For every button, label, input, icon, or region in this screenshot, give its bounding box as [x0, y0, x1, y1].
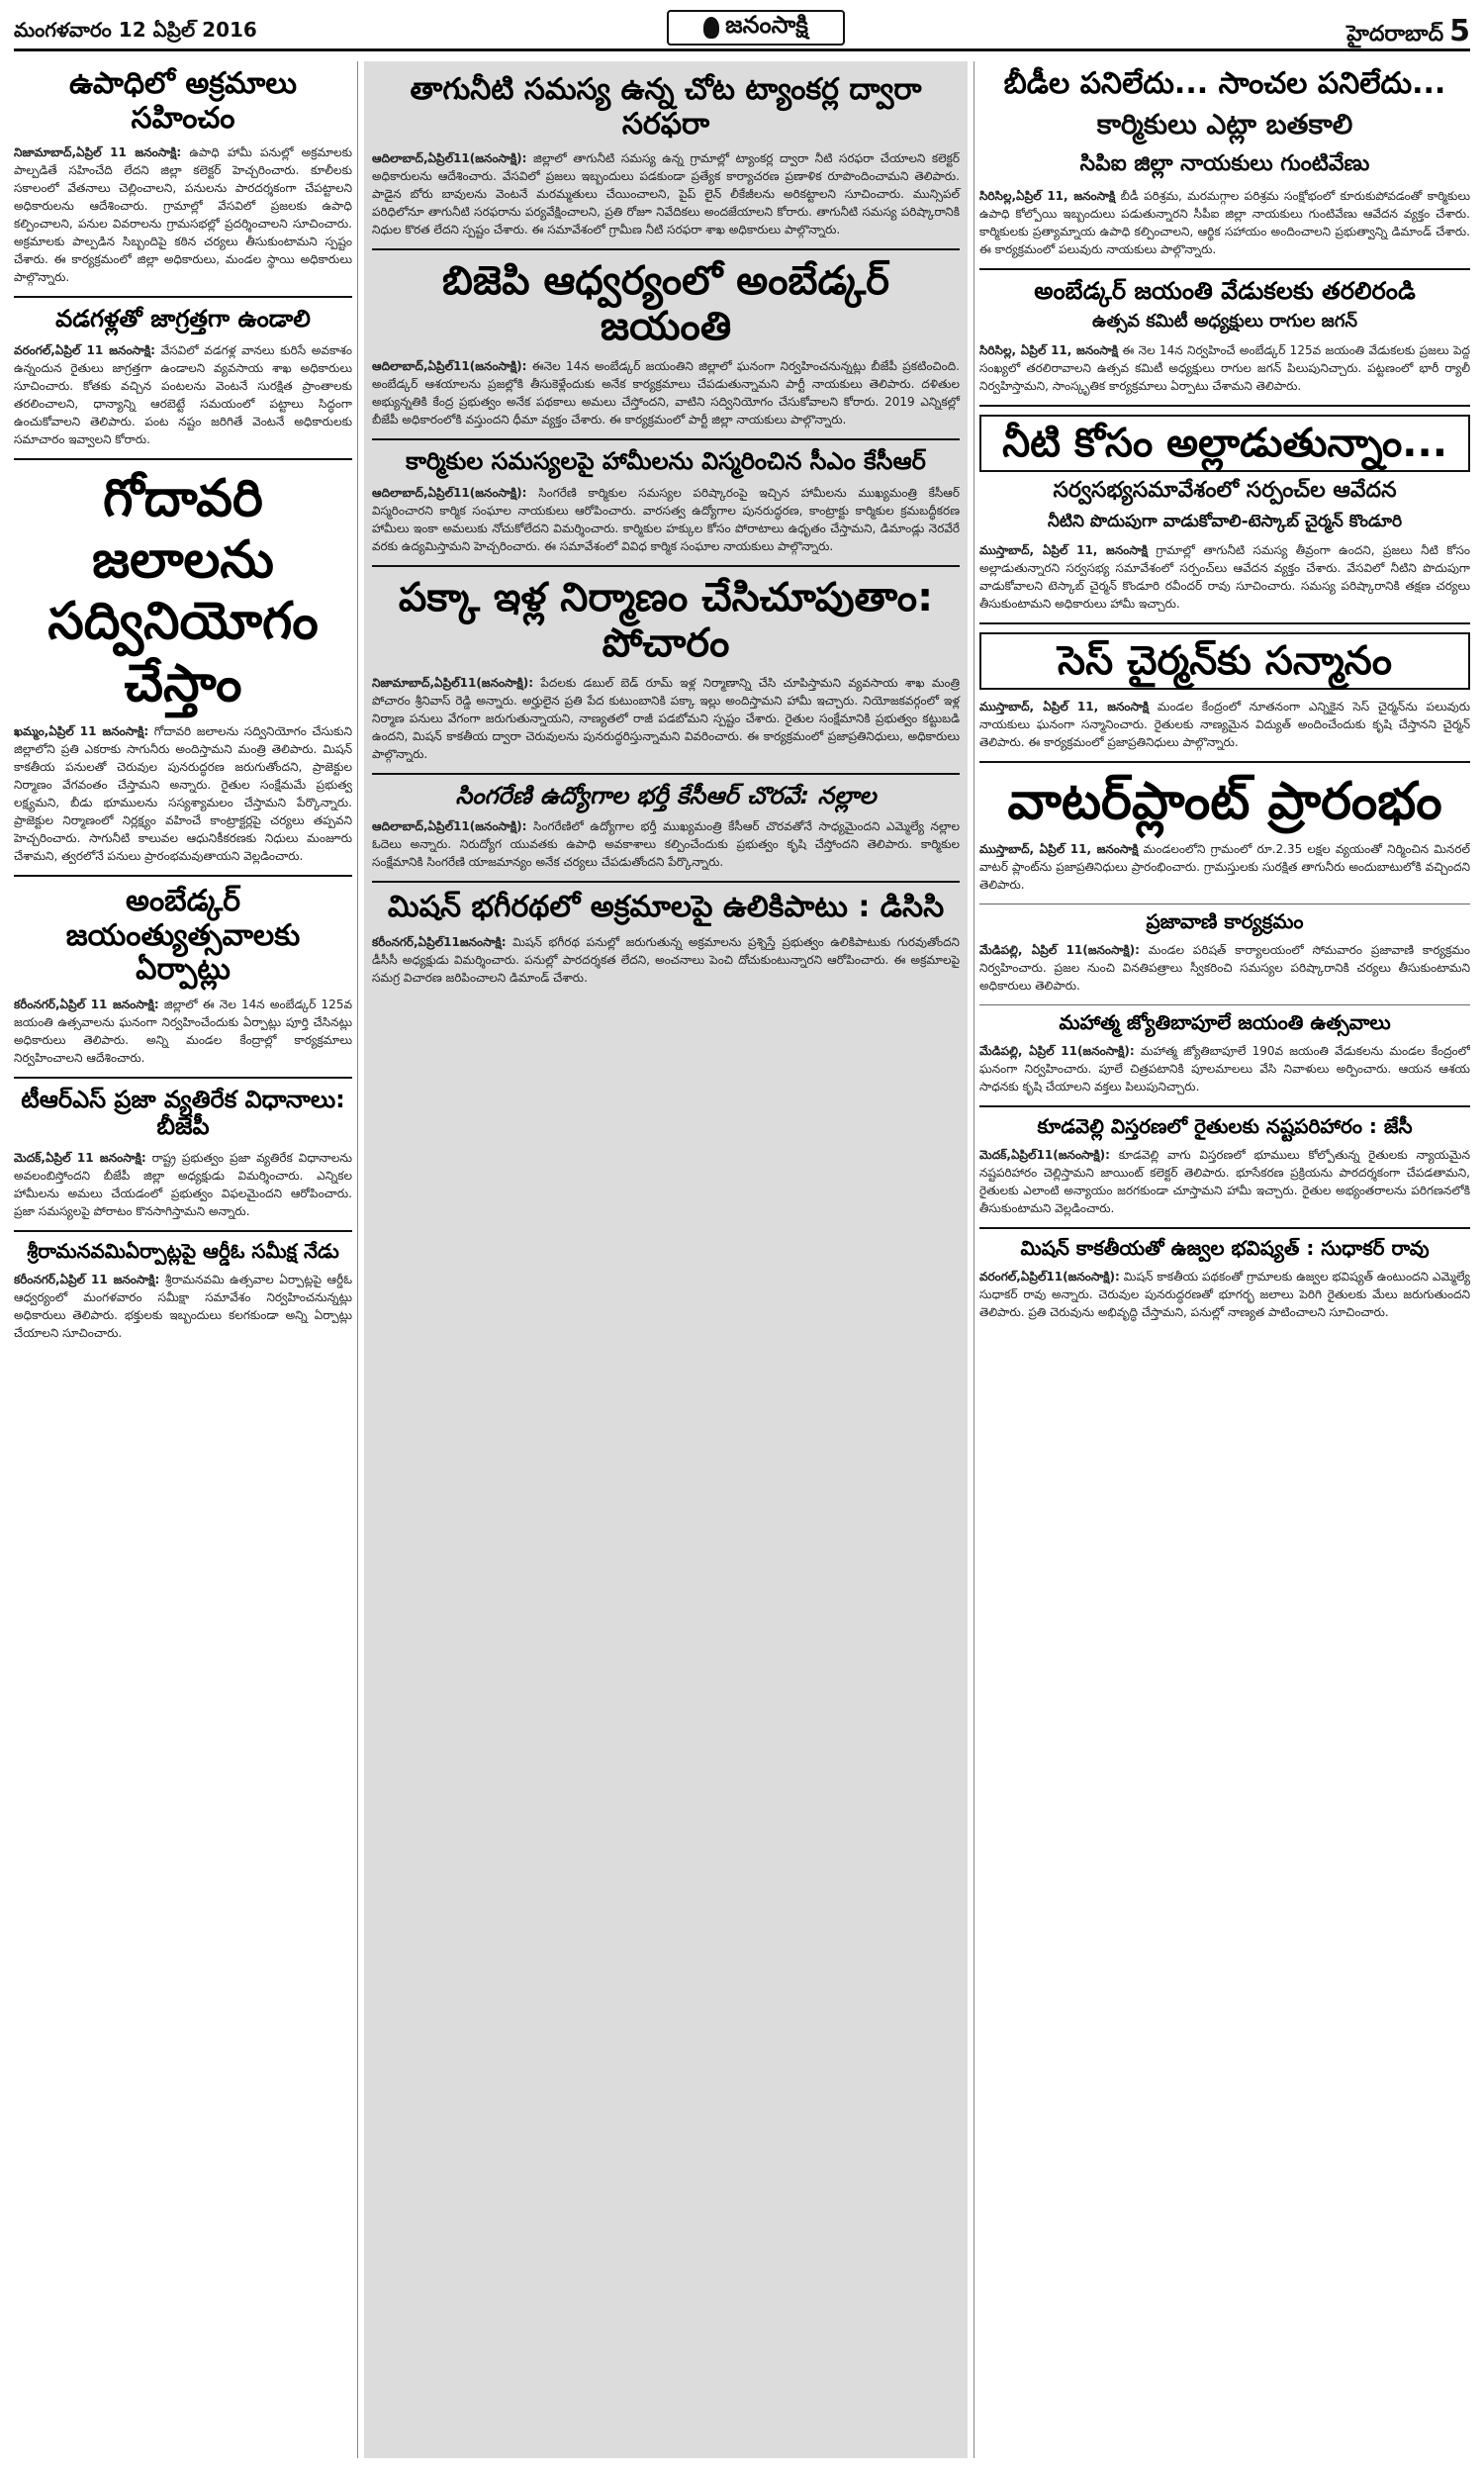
subheadline: నీటిని పొదుపుగా వాడుకోవాలి-టెస్కాబ్ చైర్మన్ కొండూరి: [1047, 512, 1403, 532]
article-singareni: [372, 783, 960, 872]
article-beedi-workers: [979, 67, 1470, 258]
dateline: ముస్తాబాద్, ఏప్రిల్ 11, జనంసాక్షి: [979, 842, 1139, 857]
headline: శ్రీరామనవమిఏర్పాట్లపై ఆర్డీఓ సమీక్ష నేడు: [27, 1238, 339, 1263]
divider: [979, 268, 1470, 270]
headline: పక్కా ఇళ్ల నిర్మాణం చేసిచూపుతాం: పోచారం: [398, 574, 934, 666]
dateline: ఆదిలాబాద్,ఏప్రిల్11(జనంసాక్షి):: [372, 485, 527, 500]
dateline: మేడిపల్లి, ఏప్రిల్ 11(జనంసాక్షి):: [979, 943, 1140, 958]
dateline: ఖమ్మం,ఏప్రిల్ 11 జనంసాక్షి:: [14, 724, 149, 739]
divider: [14, 1077, 352, 1079]
dateline: నిజామాబాద్,ఏప్రిల్11(జనంసాక్షి):: [372, 675, 534, 690]
divider: [979, 1227, 1470, 1229]
headline: టీఆర్ఎస్ ప్రజా వ్యతిరేక విధానాలు: బీజేపీ: [21, 1085, 345, 1141]
dateline: ముస్తాబాద్, ఏప్రిల్ 11, జనంసాక్షి: [979, 543, 1148, 558]
article-godavari: [14, 468, 352, 866]
article-body: సింగరేణి కార్మికుల సమస్యల పరిష్కారంపై ఇచ్చిన హామీలను ముఖ్యమంత్రి కేసీఆర్ విస్మరించారని కార్మిక సంఘాల నాయకులు ఆరోపించారు. వారసత్వ ఉద్యోగాల పునరుద్ధరణ, కాంట్రాక్టు కార్మికుల క్రమబద్ధీకరణ హామీలు ఇంకా అమలుకు నోచుకోలేదని విమర్శించారు. కార్మికుల హక్కుల కోసం పోరాటాలు ఉధృతం చేస్తామని, డిమాండ్లు నెరవేరే వరకు ఉద్యమిస్తామని హెచ్చరించారు. ఈ సమావేశంలో వివిధ కార్మిక సంఘాల నాయకులు పాల్గొన్నారు.: [372, 485, 960, 553]
headline: ఉపాధిలో అక్రమాలు సహించం: [68, 66, 298, 136]
headline: సెస్ చైర్మన్‌కు సన్మానం: [979, 632, 1470, 690]
article-vadagallu: [14, 306, 352, 448]
article-bjp: [14, 1087, 352, 1220]
headline: గోదావరి జలాలను సద్వినియోగం చేస్తాం: [47, 468, 319, 714]
article-mission-bhagiratha: [372, 891, 960, 987]
city-name: హైదరాబాద్: [1346, 22, 1444, 47]
article-water-struggle: [979, 415, 1470, 613]
article-body: వేసవిలో వడగళ్ల వానలు కురిసే అవకాశం ఉన్నందున రైతులు జాగ్రత్తగా ఉండాలని వ్యవసాయ శాఖ అధికారులు సూచించారు. కోతకు వచ్చిన పంటలను వెంటనే సురక్షిత ప్రాంతాలకు తరలించాలని, ధాన్యాన్ని ఆరబెట్టే సమయంలో పట్టాలు సిద్ధంగా ఉంచుకోవాలని తెలిపారు. పంట నష్టం జరిగితే వెంటనే అధికారులకు సమాచారం ఇవ్వాలని కోరారు.: [14, 342, 352, 446]
headline: అంబేడ్కర్ జయంతి వేడుకలకు తరలిరండి: [1034, 276, 1416, 305]
headline: మహాత్మ జ్యోతిబాపూలే జయంతి ఉత్సవాలు: [1059, 1010, 1391, 1035]
paper-logo: [667, 10, 845, 46]
article-drinking-water: [372, 73, 960, 238]
dateline: కరీంనగర్,ఏప్రిల్11జనంసాక్షి:: [372, 934, 507, 949]
article-body: గ్రామాల్లో తాగునీటి సమస్య తీవ్రంగా ఉందని, ప్రజలు నీటి కోసం అల్లాడుతున్నారని సర్వసభ్య సమావేశంలో సర్పంచ్‌లు ఆవేదన వ్యక్తం చేశారు. వేసవిలో నీటిని పొదుపుగా వాడుకోవాలని టెస్కాబ్ చైర్మన్ కొండూరి రవీందర్ రావు సూచించారు. సమస్య పరిష్కారానికి తక్షణ చర్యలు తీసుకుంటామని అధికారులు హామీ ఇచ్చారు.: [979, 543, 1470, 612]
dateline: సిరిసిల్ల, ఏప్రిల్ 11, జనంసాక్షి: [979, 343, 1118, 358]
headline: నీటి కోసం అల్లాడుతున్నాం...: [979, 415, 1470, 472]
headline: అంబేడ్కర్ జయంత్యుత్సవాలకు ఏర్పాట్లు: [65, 884, 301, 988]
article-phule-jayanti: [979, 1011, 1470, 1095]
article-prajavani: [979, 910, 1470, 995]
dateline: మెదక్,ఏప్రిల్11(జనంసాక్షి):: [979, 1148, 1110, 1163]
divider: [14, 296, 352, 298]
article-body: ఈనెల 14న అంబేడ్కర్ జయంతిని జిల్లాలో ఘనంగా నిర్వహించనున్నట్లు బీజేపీ ప్రకటించింది. అంబేడ్కర్ ఆశయాలను ప్రజల్లోకి తీసుకెళ్లేందుకు అనేక కార్యక్రమాలు చేపడుతున్నామని పార్టీ నాయకులు తెలిపారు. దళితుల అభ్యున్నతికి కేంద్ర ప్రభుత్వం అనేక పథకాలు అమలు చేస్తోందని, వాటిని సద్వినియోగం చేసుకోవాలని కోరారు. 2019 ఎన్నికల్లో బీజేపీ అధికారంలోకి వస్తుందని ధీమా వ్యక్తం చేశారు. ఈ కార్యక్రమంలో పార్టీ జిల్లా నాయకులు పాల్గొన్నారు.: [372, 359, 960, 427]
dateline: మేడిపల్లి, ఏప్రిల్ 11(జనంసాక్షి):: [979, 1044, 1135, 1059]
article-body: పేదలకు డబుల్ బెడ్ రూమ్ ఇళ్ల నిర్మాణాన్ని చేసి చూపిస్తామని వ్యవసాయ శాఖ మంత్రి పోచారం శ్రీనివాస్ రెడ్డి అన్నారు. అర్హులైన ప్రతి పేద కుటుంబానికి పక్కా ఇల్లు అందిస్తామని హామీ ఇచ్చారు. నియోజకవర్గంలో ఇళ్ల నిర్మాణ పనులు వేగంగా జరుగుతున్నాయని, నాణ్యతలో రాజీ పడబోమని స్పష్టం చేశారు. రైతుల సంక్షేమానికి ప్రభుత్వం కట్టుబడి ఉందని, మిషన్ కాకతీయ ద్వారా చెరువులను పునరుద్ధరిస్తున్నామని వివరించారు. ఈ కార్యక్రమంలో ప్రజాప్రతినిధులు, అధికారులు పాల్గొన్నారు.: [372, 675, 960, 761]
dateline: సిరిసిల్ల,ఏప్రిల్ 11, జనంసాక్షి: [979, 188, 1116, 203]
headline: కూడవెల్లి విస్తరణలో రైతులకు నష్టపరిహారం : జేసీ: [1037, 1114, 1413, 1139]
column-divider: [357, 61, 358, 2458]
article-body: రాష్ట్ర ప్రభుత్వం ప్రజా వ్యతిరేక విధానాలను అవలంబిస్తోందని బీజేపీ జిల్లా అధ్యక్షుడు విమర్శించారు. ఎన్నికల హామీలను అమలు చేయడంలో ప్రభుత్వం విఫలమైందని ఆరోపించారు. ప్రజా సమస్యలపై పోరాటం కొనసాగిస్తామని అన్నారు.: [14, 1150, 352, 1218]
right-column: [979, 61, 1470, 2458]
article-pakka-houses: [372, 575, 960, 763]
headline: మిషన్ కాకతీయతో ఉజ్వల భవిష్యత్ : సుధాకర్ రావు: [1020, 1236, 1430, 1261]
article-body: ఈ నెల 14న నిర్వహించే అంబేడ్కర్ 125వ జయంతి వేడుకలకు ప్రజలు పెద్ద సంఖ్యలో తరలిరావాలని ఉత్సవ కమిటీ అధ్యక్షులు రాగుల జగన్ పిలుపునిచ్చారు. పట్టణంలో భారీ ర్యాలీ నిర్వహిస్తామని, సాంస్కృతిక కార్యక్రమాలు ఏర్పాటు చేశామని తెలిపారు.: [979, 343, 1470, 394]
dateline: కరీంనగర్,ఏప్రిల్ 11 జనంసాక్షి:: [14, 997, 159, 1011]
divider: [979, 405, 1470, 407]
masthead: [14, 8, 1470, 51]
dateline: ఆదిలాబాద్,ఏప్రిల్11(జనంసాక్షి):: [372, 151, 527, 165]
dateline: కరీంనగర్,ఏప్రిల్ 11 జనంసాక్షి:: [14, 1272, 160, 1286]
divider: [14, 1230, 352, 1232]
article-workers-kcr: [372, 448, 960, 555]
divider: [14, 875, 352, 877]
edition-city: [1346, 14, 1470, 51]
article-kudavelli: [979, 1115, 1470, 1217]
article-body: గోదావరి జలాలను సద్వినియోగం చేసుకుని జిల్లాలోని ప్రతి ఎకరాకు సాగునీరు అందిస్తామని మంత్రి తెలిపారు. మిషన్ కాకతీయ పనులతో చెరువుల పునరుద్ధరణ జరుగుతోందని, ప్రాజెక్టుల నిర్మాణం వేగవంతం చేస్తామని అన్నారు. రైతుల సంక్షేమమే ప్రభుత్వ లక్ష్యమని, బీడు భూములను సస్యశ్యామలం చేస్తామని పేర్కొన్నారు. ప్రాజెక్టుల నిర్మాణంలో నిర్లక్ష్యం వహించే కాంట్రాక్టర్లపై చర్యలు తప్పవని హెచ్చరించారు. సాగునీటి కాలువల ఆధునికీకరణకు నిధులు మంజూరు చేశామని, త్వరలోనే పనులు ప్రారంభమవుతాయని వెల్లడించారు.: [14, 724, 352, 864]
headline: సింగరేణి ఉద్యోగాల భర్తీ కేసీఆర్ చొరవే: నల్లాల: [455, 781, 877, 809]
article-body: మిషన్ భగీరథ పనుల్లో జరుగుతున్న అక్రమాలను ప్రశ్నిస్తే ప్రభుత్వం ఉలికిపాటుకు గురవుతోందని డీసీసీ అధ్యక్షుడు విమర్శించారు. పనుల్లో పారదర్శకత లేదని, అంచనాలు పెంచి దోచుకుంటున్నారని ఆరోపించారు. ఈ అక్రమాలపై సమగ్ర విచారణ జరిపించాలని డిమాండ్ చేశారు.: [372, 934, 960, 985]
article-body: ఉపాధి హామీ పనుల్లో అక్రమాలకు పాల్పడితే సహించేది లేదని జిల్లా కలెక్టర్ హెచ్చరించారు. కూలీలకు సకాలంలో వేతనాలు చెల్లించాలని, పనులను పారదర్శకంగా చేపట్టాలని అధికారులను ఆదేశించారు. గ్రామాల్లో వేసవిలో ప్రజలకు ఉపాధి కల్పించాలని, పనుల వివరాలను గ్రామసభల్లో ప్రదర్శించాలని సూచించారు. అక్రమాలకు పాల్పడిన సిబ్బందిపై కఠిన చర్యలు తీసుకుంటామని స్పష్టం చేశారు. ఈ కార్యక్రమంలో జిల్లా అధికారులు, మండల స్థాయి అధికారులు పాల్గొన్నారు.: [14, 145, 352, 284]
headline: మిషన్ భగీరథలో అక్రమాలపై ఉలికిపాటు : డిసిసి: [387, 890, 945, 925]
divider: [372, 773, 960, 775]
headline: ప్రజావాణి కార్యక్రమం: [1146, 909, 1304, 934]
left-column: [14, 61, 352, 2458]
article-body: మండలంలోని గ్రామంలో రూ.2.35 లక్షల వ్యయంతో నిర్మించిన మినరల్ వాటర్ ప్లాంట్‌ను ప్రజాప్రతినిధులు ప్రారంభించారు. గ్రామస్తులకు సురక్షిత తాగునీరు అందుబాటులోకి వచ్చిందని తెలిపారు.: [979, 842, 1470, 893]
paper-name: జనంసాక్షి: [725, 11, 808, 39]
article-ambedkar-celebration: [979, 278, 1470, 396]
subheadline: ఉత్సవ కమిటీ అధ్యక్షులు రాగుల జగన్: [1092, 311, 1357, 333]
subheadline: సిపిఐ జిల్లా నాయకులు గుంటివేణు: [1079, 150, 1370, 176]
article-body: మండల పరిషత్ కార్యాలయంలో సోమవారం ప్రజావాణి కార్యక్రమం నిర్వహించారు. ప్రజల నుంచి వినతిపత్రాలు స్వీకరించి సమస్యల పరిష్కారానికి చర్యలు తీసుకుంటామని అధికారులు తెలిపారు.: [979, 943, 1470, 994]
article-body: సింగరేణిలో ఉద్యోగాల భర్తీ ముఖ్యమంత్రి కేసీఆర్ చొరవతోనే సాధ్యమైందని ఎమ్మెల్యే నల్లాల ఓదెలు అన్నారు. నిరుద్యోగ యువతకు ఉపాధి అవకాశాలు కల్పించేందుకు ప్రభుత్వం కృషి చేస్తోందని తెలిపారు. కార్మికుల సంక్షేమానికి సింగరేణి యాజమాన్యం అనేక చర్యలు చేపడుతోందని పేర్కొన్నారు.: [372, 819, 960, 870]
headline: వాటర్‌ప్లాంట్ ప్రారంభం: [1007, 772, 1442, 832]
dateline: వరంగల్,ఏప్రిల్11(జనంసాక్షి):: [979, 1270, 1120, 1285]
article-ambedkar-arrangements: [14, 885, 352, 1067]
article-body: మిషన్ కాకతీయ పథకంతో గ్రామాలకు ఉజ్వల భవిష్యత్ ఉంటుందని ఎమ్మెల్యే సుధాకర్ రావు అన్నారు. చెరువుల పునరుద్ధరణతో భూగర్భ జలాలు పెరిగి రైతులకు మేలు జరుగుతుందని తెలిపారు. ప్రతి చెరువును అభివృద్ధి చేస్తామని, పనుల్లో నాణ్యత పాటించాలని సూచించారు.: [979, 1270, 1470, 1320]
divider: [979, 761, 1470, 763]
divider: [14, 458, 352, 460]
dateline: వరంగల్,ఏప్రిల్ 11 జనంసాక్షి:: [14, 342, 155, 357]
dateline: ఆదిలాబాద్,ఏప్రిల్11(జనంసాక్షి):: [372, 359, 527, 373]
article-body: కూడవెల్లి వాగు విస్తరణలో భూములు కోల్పోతున్న రైతులకు న్యాయమైన నష్టపరిహారం చెల్లిస్తామని జాయింట్ కలెక్టర్ తెలిపారు. భూసేకరణ ప్రక్రియను పారదర్శకంగా చేపడతామని, రైతులకు ఎలాంటి అన్యాయం జరగకుండా చూస్తామని హామీ ఇచ్చారు. రైతుల అభ్యంతరాలను పరిగణనలోకి తీసుకుంటామని వెల్లడించారు.: [979, 1148, 1470, 1216]
divider: [372, 565, 960, 567]
article-body: బీడీ పరిశ్రమ, మరమగ్గాల పరిశ్రమ సంక్షోభంలో కూరుకుపోవడంతో కార్మికులు ఉపాధి కోల్పోయి ఇబ్బందులు పడుతున్నారని సీపీఐ జిల్లా నాయకులు గుంటివేణు ఆవేదన వ్యక్తం చేశారు. కార్మికులకు ప్రత్యామ్నాయ ఉపాధి కల్పించాలని, ఆర్థిక సహాయం అందించాలని ప్రభుత్వాన్ని డిమాండ్ చేశారు. ఈ కార్యక్రమంలో పలువురు నాయకులు పాల్గొన్నారు.: [979, 188, 1470, 256]
article-body: జిల్లాలో తాగునీటి సమస్య ఉన్న గ్రామాల్లో ట్యాంకర్ల ద్వారా నీటి సరఫరా చేయాలని కలెక్టర్ అధికారులను ఆదేశించారు. వేసవిలో ప్రజలు ఇబ్బందులు పడకుండా ప్రత్యేక కార్యాచరణ ప్రణాళిక రూపొందించామని తెలిపారు. పాడైన బోరు బావులను వెంటనే మరమ్మతులు చేయించాలని, పైప్ లైన్ లీకేజీలను అరికట్టాలని సూచించారు. మున్సిపల్ పరిధిలోనూ తాగునీటి సరఫరాను పర్యవేక్షించాలని, ప్రతి రోజూ నివేదికలు అందజేయాలని కోరారు. తాగునీటి సమస్య పరిష్కారానికి నిధుల కొరత లేదని స్పష్టం చేశారు. ఈ సమావేశంలో గ్రామీణ నీటి సరఫరా శాఖ అధికారులు పాల్గొన్నారు.: [372, 151, 960, 237]
issue-date: మంగళవారం 12 ఏప్రిల్ 2016: [14, 18, 257, 42]
article-body: మహాత్మ జ్యోతిబాపూలే 190వ జయంతి వేడుకలను మండల కేంద్రంలో ఘనంగా నిర్వహించారు. పూలే చిత్రపటానికి పూలమాలలు వేసి నివాళులు అర్పించారు. ఆయన ఆశయ సాధనకు కృషి చేయాలని వక్తలు పిలుపునిచ్చారు.: [979, 1044, 1470, 1094]
center-column: [364, 61, 968, 2458]
flame-icon: [703, 17, 719, 39]
dateline: నిజామాబాద్,ఏప్రిల్ 11 జనంసాక్షి:: [14, 145, 182, 159]
article-body: జిల్లాలో ఈ నెల 14న అంబేడ్కర్ 125వ జయంతి ఉత్సవాలను ఘనంగా నిర్వహించేందుకు ఏర్పాట్లు పూర్తి చేసినట్లు అధికారులు తెలిపారు. అన్ని మండల కేంద్రాల్లో కార్యక్రమాలు నిర్వహించాలని ఆదేశించారు.: [14, 997, 352, 1065]
subheadline: కార్మికులు ఎట్లా బతకాలి: [1096, 107, 1353, 141]
article-water-plant: [979, 771, 1470, 894]
dateline: మెదక్,ఏప్రిల్ 11 జనంసాక్షి:: [14, 1150, 146, 1165]
dateline: ఆదిలాబాద్,ఏప్రిల్11(జనంసాక్షి):: [372, 819, 527, 834]
divider: [979, 1004, 1470, 1005]
divider: [979, 622, 1470, 624]
headline: వడగళ్లతో జాగ్రత్తగా ఉండాలి: [55, 305, 311, 333]
article-upadhi: [14, 67, 352, 286]
headline: బీడీల పనిలేదు... సాంచల పనిలేదు...: [1003, 66, 1446, 101]
article-sriramanavami: [14, 1240, 352, 1342]
article-mission-kakatiya: [979, 1237, 1470, 1321]
divider: [372, 881, 960, 883]
article-cess-chairman: [979, 632, 1470, 751]
page-number: 5: [1449, 14, 1470, 48]
headline: బిజెపి ఆధ్వర్యంలో అంబేడ్కర్ జయంతి: [442, 258, 889, 349]
divider: [372, 438, 960, 440]
divider: [372, 248, 960, 250]
article-bjp-ambedkar: [372, 258, 960, 428]
article-body: శ్రీరామనవమి ఉత్సవాల ఏర్పాట్లపై ఆర్డీఓ ఆధ్వర్యంలో మంగళవారం సమీక్షా సమావేశం నిర్వహించనున్నట్లు అధికారులు తెలిపారు. భక్తులకు ఇబ్బందులు కలగకుండా అన్ని ఏర్పాట్లు చేయాలని సూచించారు.: [14, 1272, 352, 1340]
article-body: మండల కేంద్రంలో నూతనంగా ఎన్నికైన సెస్ చైర్మన్‌ను పలువురు నాయకులు ఘనంగా సన్మానించారు. రైతులకు నాణ్యమైన విద్యుత్ అందించేందుకు కృషి చేస్తానని చైర్మన్ తెలిపారు. ఈ కార్యక్రమంలో ప్రజాప్రతినిధులు పాల్గొన్నారు.: [979, 700, 1470, 750]
subheadline: సర్వసభ్యసమావేశంలో సర్పంచ్‌ల ఆవేదన: [1053, 478, 1397, 504]
headline: కార్మికుల సమస్యలపై హామీలను విస్మరించిన సీఎం కేసీఆర్: [406, 447, 926, 475]
headline: తాగునీటి సమస్య ఉన్న చోట ట్యాంకర్ల ద్వారా సరఫరా: [410, 72, 922, 142]
dateline: ముస్తాబాద్, ఏప్రిల్ 11, జనంసాక్షి: [979, 700, 1150, 714]
divider: [979, 1105, 1470, 1107]
